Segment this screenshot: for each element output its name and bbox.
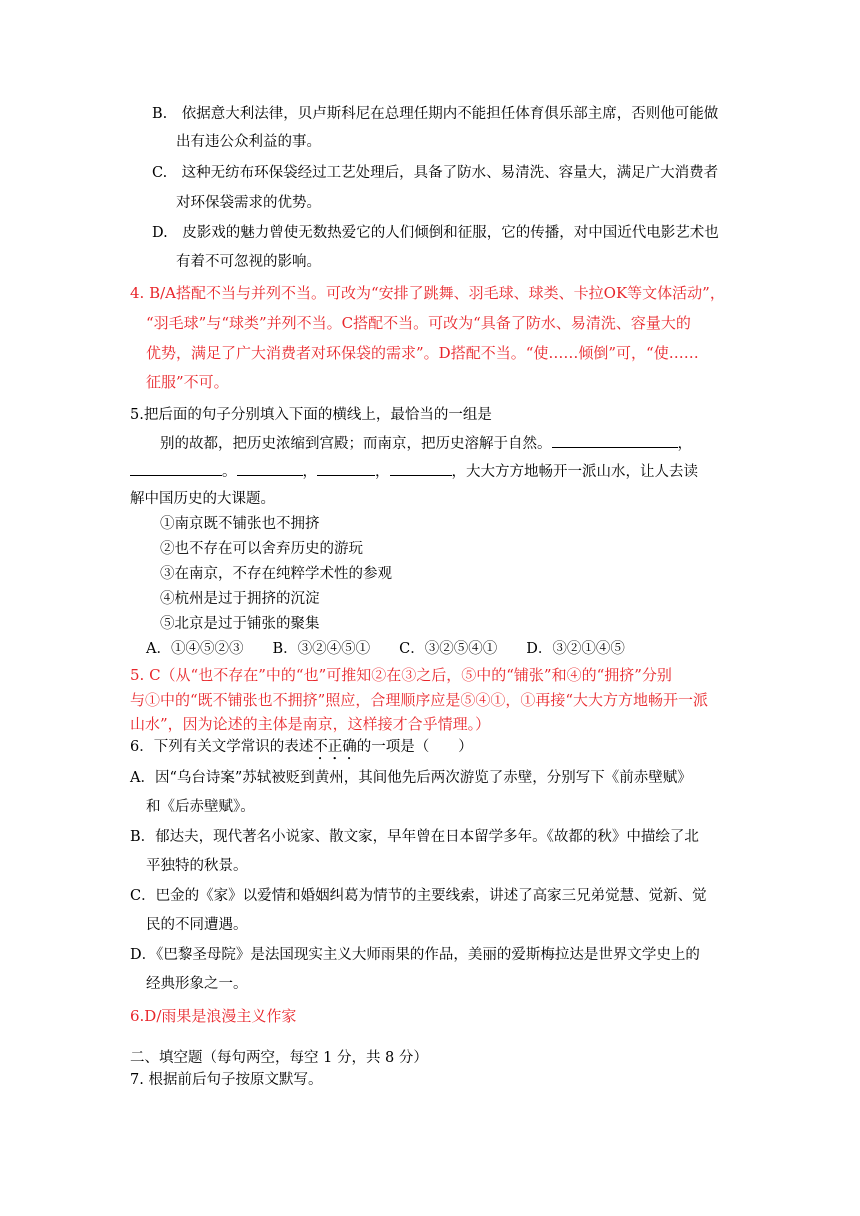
q4-answer-line3: 优势，满足了广大消费者对环保袋的需求”。D搭配不当。“使……倾倒”可，“使…… (146, 344, 699, 362)
q6-option-c-line2: 民的不同遭遇。 (146, 917, 248, 933)
q4-option-b-line2: 出有违公众利益的事。 (176, 134, 321, 150)
q5-passage-line2 (130, 461, 698, 482)
q5-passage-text1: 别的故都，把历史浓缩到宫殿；而南京，把历史溶解于自然。 (160, 436, 552, 452)
q5-passage-line3: 解中国历史的大课题。 (130, 491, 275, 507)
q4-option-d-line2: 有着不可忽视的影响。 (176, 254, 321, 270)
q6-option-b-line1: B．郁达夫，现代著名小说家、散文家，早年曾在日本留学多年。《故都的秋》中描绘了北 (130, 829, 699, 845)
q7-stem: 7. 根据前后句子按原文默写。 (130, 1072, 323, 1088)
fill-blank-5 (390, 461, 452, 476)
q4-option-c-line1: C. 这种无纺布环保袋经过工艺处理后，具备了防水、易清洗、容量大，满足广大消费者 (152, 165, 719, 181)
q4-option-d-line1: D. 皮影戏的魅力曾使无数热爱它的人们倾倒和征服，它的传播，对中国近代电影艺术也 (152, 225, 719, 241)
q4-answer-line2: “羽毛球”与“球类”并列不当。C搭配不当。可改为“具备了防水、易清洗、容量大的 (146, 314, 691, 332)
q5-sep: ， (375, 464, 390, 480)
q6-answer: 6.D/雨果是浪漫主义作家 (130, 1007, 297, 1025)
q4-answer-line1: 4. B/A搭配不当与并列不当。可改为“安排了跳舞、羽毛球、球类、卡拉OK等文体活动”， (130, 284, 725, 302)
q6-stem-emphasis: 不正确 (313, 739, 357, 755)
q4-answer-line4: 征服”不可。 (146, 373, 229, 391)
q5-sep: ， (677, 436, 692, 452)
fill-blank-4 (317, 461, 375, 476)
q5-item-3: ③在南京，不存在纯粹学术性的参观 (160, 566, 392, 582)
q5-sep: 。 (222, 464, 237, 480)
q5-passage-tail: ，大大方方地畅开一派山水，让人去读 (451, 464, 698, 480)
fill-blank-1 (552, 433, 678, 448)
q5-answer-line2: 与①中的“既不铺张也不拥挤”照应，合理顺序应是⑤④①，①再接“大大方方地畅开一派 (130, 691, 709, 709)
q5-sep: ， (302, 464, 317, 480)
q4-option-b-line1: B. 依据意大利法律，贝卢斯科尼在总理任期内不能担任体育俱乐部主席，否则他可能做 (152, 106, 719, 122)
q5-item-1: ①南京既不铺张也不拥挤 (160, 516, 320, 532)
q5-choices: A．①④⑤②③ B．③②④⑤① C．③②⑤④① D．③②①④⑤ (146, 641, 625, 657)
q5-passage-line1 (160, 433, 692, 454)
q6-option-a-line1: A．因“乌台诗案”苏轼被贬到黄州，其间他先后两次游览了赤壁，分别写下《前赤壁赋》 (130, 770, 692, 786)
q5-item-2: ②也不存在可以舍弃历史的游玩 (160, 541, 363, 557)
q5-answer-line3: 山水”，因为论述的主体是南京，这样接才合乎情理。） (130, 715, 491, 733)
q6-option-a-line2: 和《后赤壁赋》。 (146, 799, 255, 815)
q6-stem-post: 的一项是（ ） (356, 739, 473, 755)
q5-item-4: ④杭州是过于拥挤的沉淀 (160, 591, 320, 607)
q6-option-b-line2: 平独特的秋景。 (146, 858, 248, 874)
q5-stem: 5.把后面的句子分别填入下面的横线上，最恰当的一组是 (130, 407, 492, 423)
fill-blank-3 (237, 461, 303, 476)
q6-option-d-line2: 经典形象之一。 (146, 976, 248, 992)
q4-option-c-line2: 对环保袋需求的优势。 (176, 195, 321, 211)
fill-blank-2 (130, 461, 222, 476)
q6-option-c-line1: C．巴金的《家》以爱情和婚姻纠葛为情节的主要线索，讲述了高家三兄弟觉慧、觉新、觉 (130, 888, 707, 904)
q5-item-5: ⑤北京是过于铺张的聚集 (160, 616, 320, 632)
q6-stem (130, 737, 473, 763)
q6-stem-pre: 6．下列有关文学常识的表述 (130, 739, 314, 755)
q6-option-d-line1: D．《巴黎圣母院》是法国现实主义大师雨果的作品，美丽的爱斯梅拉达是世界文学史上的 (130, 947, 700, 963)
section-2-title: 二、填空题（每句两空，每空 1 分，共 8 分） (130, 1050, 428, 1066)
q5-answer-line1: 5. C（从“也不存在”中的“也”可推知②在③之后，⑤中的“铺张”和④的“拥挤”分别 (130, 666, 672, 684)
